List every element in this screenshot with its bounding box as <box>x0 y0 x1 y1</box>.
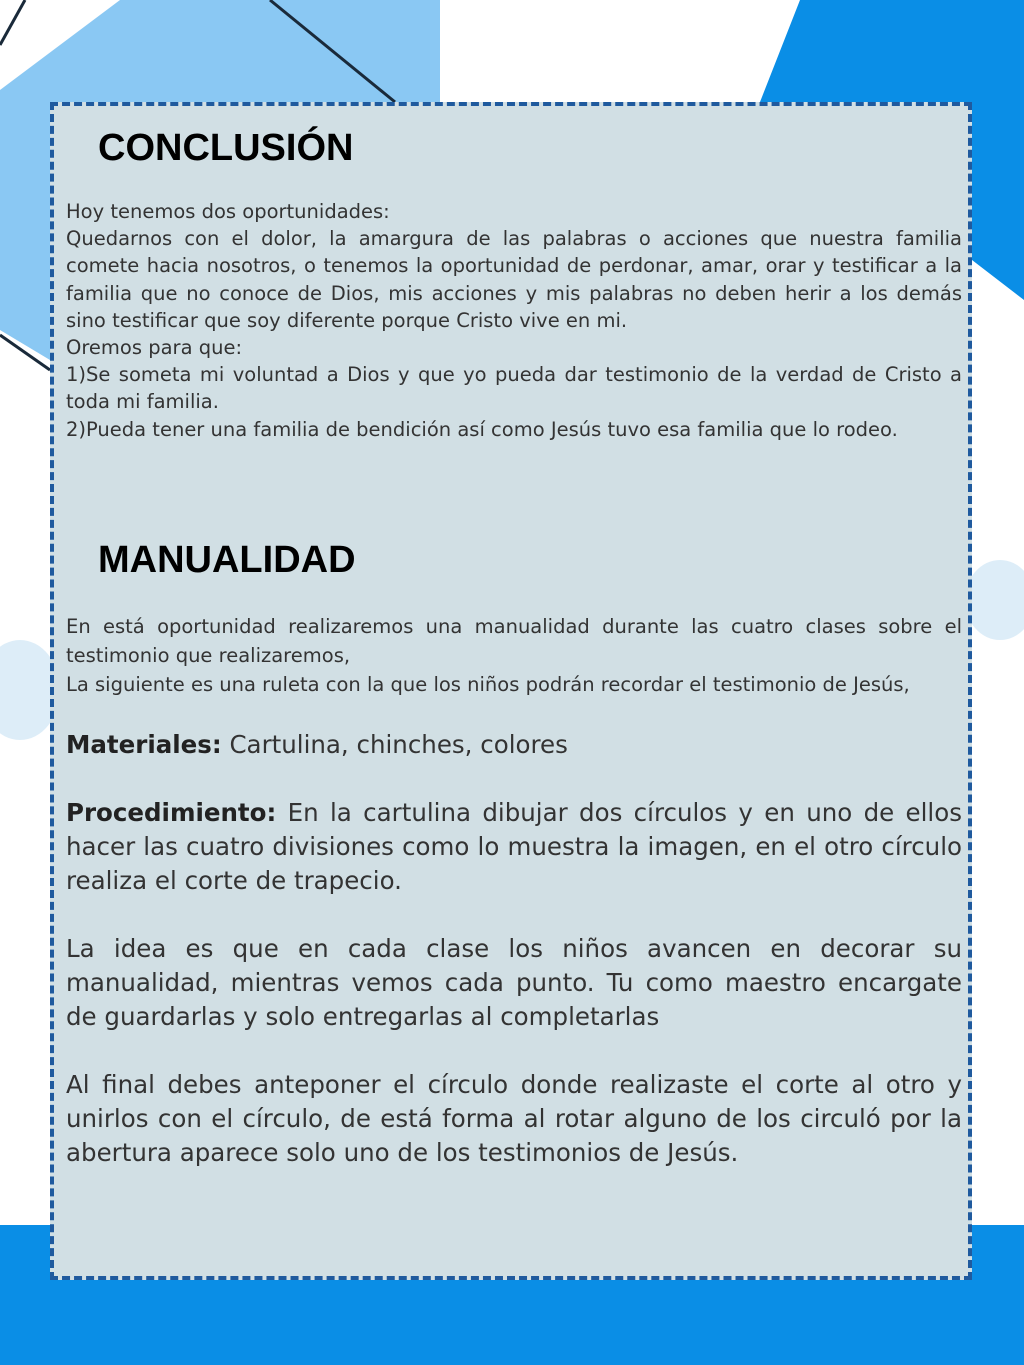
conclusion-line-5: 2)Pueda tener una familia de bendición así como Jesús tuvo esa familia que lo rodeo. <box>66 417 898 441</box>
manualidad-intro-1: En está oportunidad realizaremos una manualidad durante las cuatro clases sobre el testimonio que realizaremos, <box>66 615 962 667</box>
conclusion-text <box>66 198 962 443</box>
manualidad-intro-2: La siguiente es una ruleta con la que los niños podrán recordar el testimonio de Jesús, <box>66 673 910 696</box>
final-paragraph <box>66 1068 962 1170</box>
final-text: Al final debes anteponer el círculo donde realizaste el corte al otro y unirlos con el círculo, de está forma al rotar alguno de los circuló por la abertura aparece solo uno de los testimonios de Jesús. <box>66 1070 962 1167</box>
idea-text: La idea es que en cada clase los niños avancen en decorar su manualidad, mientras vemos cada punto. Tu como maestro encargate de guardarlas y solo entregarlas al completarlas <box>66 934 962 1031</box>
materiales-label: Materiales: <box>66 730 222 759</box>
conclusion-line-2: Quedarnos con el dolor, la amargura de las palabras o acciones que nuestra familia comete hacia nosotros, o tenemos la oportunidad de perdonar, amar, orar y testificar a la familia que no conoce de Dios, mis acciones y mis palabras no deben herir a los demás sino testificar que soy diferente porque Cristo vive en mi. <box>66 227 962 332</box>
conclusion-line-1: Hoy tenemos dos oportunidades: <box>66 200 390 223</box>
materiales-paragraph <box>66 728 962 762</box>
procedimiento-text: En la cartulina dibujar dos círculos y en uno de ellos hacer las cuatro divisiones como lo muestra la imagen, en el otro círculo realiza el corte de trapecio. <box>66 798 962 895</box>
manualidad-title: MANUALIDAD <box>98 539 356 581</box>
conclusion-line-4: 1)Se someta mi voluntad a Dios y que yo pueda dar testimonio de la verdad de Cristo a toda mi familia. <box>66 363 962 414</box>
conclusion-line-3: Oremos para que: <box>66 336 243 360</box>
materiales-text: Cartulina, chinches, colores <box>221 730 568 759</box>
manualidad-intro <box>66 612 962 699</box>
watercolor-blob-right <box>965 560 1024 640</box>
idea-paragraph <box>66 932 962 1034</box>
light-blue-left-strip <box>0 40 50 360</box>
conclusion-title: CONCLUSIÓN <box>98 127 354 169</box>
procedimiento-paragraph <box>66 796 962 898</box>
content-card <box>50 102 972 1280</box>
procedimiento-label: Procedimiento: <box>66 798 277 827</box>
